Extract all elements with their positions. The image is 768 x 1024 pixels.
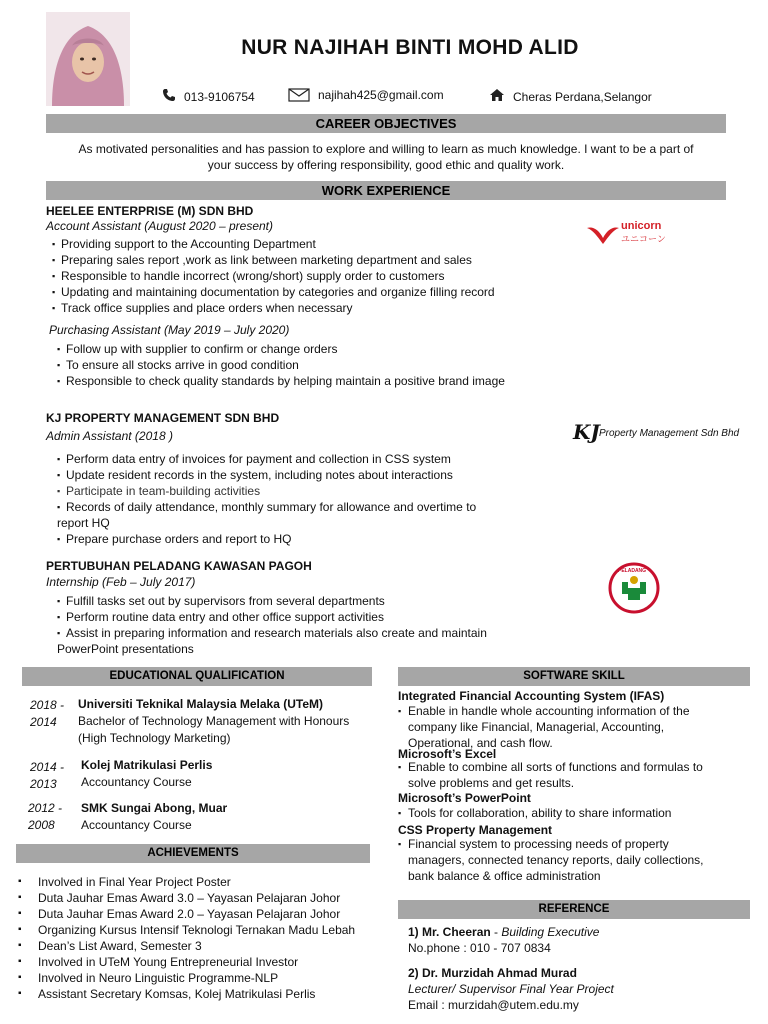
year-start: 2018 - <box>30 698 65 712</box>
achievements-list <box>16 874 386 1002</box>
list-item: ▪ Updating and maintaining documentation by categories and organize filling record <box>52 284 592 300</box>
reference-separator: - <box>490 925 502 939</box>
education-entry <box>81 800 371 834</box>
company-name: HEELEE ENTERPRISE (M) SDN BHD <box>46 204 254 218</box>
list-item: ▪ Fulfill tasks set out by supervisors from several departments <box>57 593 557 609</box>
list-item: ▪ To ensure all stocks arrive in good condition <box>57 357 597 373</box>
list-item-continuation: company like Financial, Managerial, Accounting, <box>408 720 665 734</box>
candidate-name: NUR NAJIHAH BINTI MOHD ALID <box>241 36 579 59</box>
job-role: Account Assistant (August 2020 – present) <box>46 219 274 233</box>
kj-logo-mark: KJ <box>573 420 600 444</box>
reference-name: 2) Dr. Murzidah Ahmad Murad <box>408 966 577 980</box>
course-name: Accountancy Course <box>81 818 192 832</box>
software-name: Microsoft’s PowerPoint <box>398 791 531 805</box>
section-header-education: EDUCATIONAL QUALIFICATION <box>22 667 372 686</box>
job-duties-list <box>57 593 557 657</box>
reference-entry <box>408 965 748 1013</box>
unicorn-logo <box>585 220 695 248</box>
software-details <box>398 805 748 821</box>
list-item: ▪ Tools for collaboration, ability to share information <box>398 805 748 821</box>
job-duties-list <box>52 236 592 316</box>
education-years <box>30 759 76 793</box>
list-item: ▪ Organizing Kursus Intensif Teknologi Ternakan Madu Lebah <box>16 922 386 938</box>
reference-entry <box>408 924 748 956</box>
list-item: ▪ Preparing sales report ,work as link between marketing department and sales <box>52 252 592 268</box>
list-item: ▪ Update resident records in the system, including notes about interactions <box>57 467 537 483</box>
software-name: CSS Property Management <box>398 823 553 837</box>
software-details <box>398 703 748 751</box>
software-details <box>398 759 748 791</box>
company-name: PERTUBUHAN PELADANG KAWASAN PAGOH <box>46 559 312 573</box>
job-duties-list <box>57 451 537 547</box>
section-header-work-experience: WORK EXPERIENCE <box>46 181 726 200</box>
course-name: Accountancy Course <box>81 775 192 789</box>
education-years <box>30 697 76 731</box>
list-item: ▪ Responsible to handle incorrect (wrong/short) supply order to customers <box>52 268 592 284</box>
list-item: ▪ Involved in UTeM Young Entrepreneurial Investor <box>16 954 386 970</box>
job-role: Internship (Feb – July 2017) <box>46 575 196 589</box>
unicorn-logo-text: unicorn <box>621 220 662 232</box>
list-item: ▪ Financial system to processing needs of property <box>398 836 748 852</box>
list-item: ▪ Perform routine data entry and other office support activities <box>57 609 557 625</box>
list-item: ▪ Duta Jauhar Emas Award 2.0 – Yayasan Pelajaran Johor <box>16 906 386 922</box>
kj-logo <box>573 420 740 446</box>
education-years <box>28 800 74 834</box>
school-name: Kolej Matrikulasi Perlis <box>81 758 213 772</box>
education-entry <box>78 696 378 747</box>
objectives-line: As motivated personalities and has passion to explore and willing to learn as much knowledge. I want to be a part of <box>78 142 694 156</box>
school-name: Universiti Teknikal Malaysia Melaka (UTeM) <box>78 697 323 711</box>
section-header-career-objectives: CAREER OBJECTIVES <box>46 114 726 133</box>
location-contact <box>489 88 652 105</box>
year-end: 2013 <box>30 777 57 791</box>
unicorn-logo-subtext: ユニコーン <box>621 234 666 244</box>
education-entry <box>81 757 371 791</box>
kj-logo-text: Property Management Sdn Bhd <box>599 428 740 439</box>
reference-email: Email : murzidah@utem.edu.my <box>408 998 579 1012</box>
list-item: ▪ Assistant Secretary Komsas, Kolej Matrikulasi Perlis <box>16 986 386 1002</box>
company-name: KJ PROPERTY MANAGEMENT SDN BHD <box>46 411 280 425</box>
reference-role: Lecturer/ Supervisor Final Year Project <box>408 982 614 996</box>
list-item: ▪ Providing support to the Accounting Department <box>52 236 592 252</box>
list-item: ▪ Perform data entry of invoices for payment and collection in CSS system <box>57 451 537 467</box>
peladang-logo <box>608 560 660 616</box>
list-item: ▪ Involved in Neuro Linguistic Programme-NLP <box>16 970 386 986</box>
job-duties-list <box>57 341 597 389</box>
course-detail: (High Technology Marketing) <box>78 731 231 745</box>
profile-photo <box>46 12 130 106</box>
list-item-continuation: PowerPoint presentations <box>57 642 194 656</box>
school-name: SMK Sungai Abong, Muar <box>81 801 228 815</box>
list-item: ▪ Records of daily attendance, monthly summary for allowance and overtime to <box>57 499 537 515</box>
job-role: Admin Assistant (2018 ) <box>46 429 173 443</box>
list-item-continuation: bank balance & office administration <box>408 869 601 883</box>
section-header-achievements: ACHIEVEMENTS <box>16 844 370 863</box>
phone-contact <box>162 88 255 105</box>
year-start: 2014 - <box>30 760 65 774</box>
list-item-continuation: Operational, and cash flow. <box>408 736 553 750</box>
career-objectives-text <box>40 141 732 173</box>
reference-phone: No.phone : 010 - 707 0834 <box>408 941 551 955</box>
list-item: ▪ Assist in preparing information and research materials also create and maintain <box>57 625 557 641</box>
reference-name: 1) Mr. Cheeran <box>408 925 491 939</box>
list-item: ▪ Responsible to check quality standards by helping maintain a positive brand image <box>57 373 597 389</box>
list-item-continuation: solve problems and get results. <box>408 776 575 790</box>
software-details <box>398 836 748 884</box>
list-item: ▪ Track office supplies and place orders when necessary <box>52 300 592 316</box>
home-icon <box>489 88 505 105</box>
section-header-reference: REFERENCE <box>398 900 750 919</box>
list-item: ▪ Prepare purchase orders and report to HQ <box>57 531 537 547</box>
year-start: 2012 - <box>28 801 63 815</box>
job-role: Purchasing Assistant (May 2019 – July 2020) <box>49 323 290 337</box>
peladang-logo-text: PELADANG <box>618 568 647 574</box>
objectives-line: your success by offering responsibility, good ethic and quality work. <box>207 158 565 172</box>
course-name: Bachelor of Technology Management with Honours <box>78 714 350 728</box>
email-address[interactable]: najihah425@gmail.com <box>318 87 444 102</box>
software-name: Microsoft’s Excel <box>398 747 497 761</box>
list-item: ▪ Participate in team-building activities <box>57 483 537 499</box>
list-item: ▪ Involved in Final Year Project Poster <box>16 874 386 890</box>
list-item: ▪ Enable in handle whole accounting information of the <box>398 703 748 719</box>
envelope-icon <box>288 88 310 105</box>
software-name: Integrated Financial Accounting System (IFAS) <box>398 689 665 703</box>
phone-icon <box>162 88 176 105</box>
list-item: ▪ Follow up with supplier to confirm or change orders <box>57 341 597 357</box>
email-contact <box>288 88 444 105</box>
list-item: ▪ Duta Jauhar Emas Award 3.0 – Yayasan Pelajaran Johor <box>16 890 386 906</box>
list-item: ▪ Dean’s List Award, Semester 3 <box>16 938 386 954</box>
section-header-software-skill: SOFTWARE SKILL <box>398 667 750 686</box>
list-item: ▪ Enable to combine all sorts of functions and formulas to <box>398 759 748 775</box>
year-end: 2008 <box>28 818 55 832</box>
phone-number: 013-9106754 <box>184 89 255 104</box>
reference-role: Building Executive <box>501 925 600 939</box>
list-item-continuation: report HQ <box>57 516 110 530</box>
location-text: Cheras Perdana,Selangor <box>513 89 652 104</box>
list-item-continuation: managers, connected tenancy reports, daily collections, <box>408 853 704 867</box>
year-end: 2014 <box>30 715 57 729</box>
